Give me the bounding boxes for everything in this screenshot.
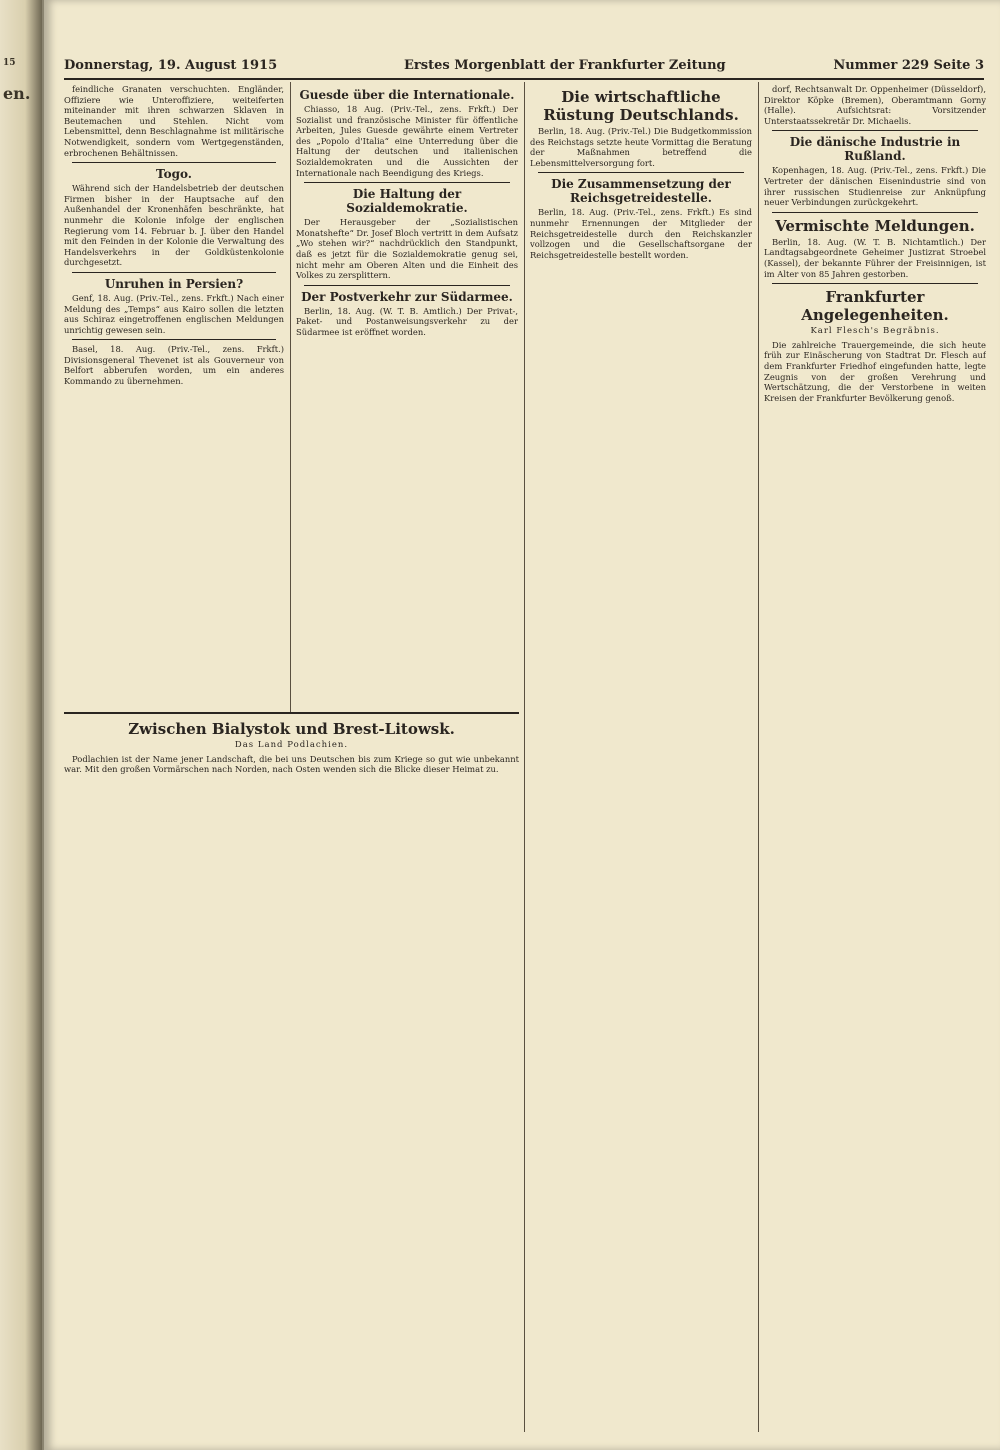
divider (538, 172, 744, 173)
suedarmee-text: Berlin, 18. Aug. (W. T. B. Amtlich.) Der Privat-, Paket- und Postanweisungsverkehr zu der Südarmee ist eröffnet worden. (296, 305, 518, 337)
column-1 (64, 84, 284, 804)
column-3 (530, 84, 752, 1434)
wirtschaft-text: Berlin, 18. Aug. (Priv.-Tel.) Die Budgetkommission des Reichstags setzte heute Vormittag die Beratung der Maßnahmen betreffend die Lebensmittelversorgung fort. (530, 126, 752, 168)
newspaper-page (44, 0, 1000, 1450)
heading-wirtschaft: Die wirtschaftliche Rüstung Deutschlands. (543, 88, 739, 124)
page-number: Nummer 229 Seite 3 (833, 58, 984, 73)
togo-text: Während sich der Handelsbetrieb der deutschen Firmen bisher in der Hauptsache auf den Außenhandel der Kronenhäfen beschränkte, hat nunmehr die Kolonie infolge der englischen Regierung vom 14. Februar b. J. über den Handel mit den Feinden in der Kolonie die Verwaltung des Handelsverkehrs in der Goldküstenkolonie durchgesetzt. (64, 183, 284, 268)
issue-date: Donnerstag, 19. August 1915 (64, 58, 278, 73)
column-2 (296, 84, 518, 704)
heading-togo: Togo. (156, 167, 192, 182)
divider (772, 130, 978, 131)
column-4-intro: dorf, Rechtsanwalt Dr. Oppenheimer (Düsseldorf), Direktor Köpke (Bremen), Oberamtmann Gorny (Halle). Aufsichtsrat: Vorsitzender Unterstaatssekretär Dr. Michaelis. (764, 84, 986, 126)
divider (304, 285, 510, 286)
divider (772, 212, 978, 213)
heading-bialystok: Zwischen Bialystok und Brest-Litowsk. (128, 720, 455, 738)
divider (304, 182, 510, 183)
spine-page-number: 15 (3, 58, 16, 68)
adjacent-page-spine (0, 0, 42, 1450)
feuilleton (64, 716, 519, 1436)
column-1-intro: feindliche Granaten verschuchten. Engländer, Offiziere wie Unteroffiziere, weiteiferten miteinander mit ihren schwarzen Sklaven in Beutemachen und Stehlen. Nicht vom Lebensmittel, denn Beschlagnahme ist militärische Notwendigkeit, sondern vom Wertgegenständen, erbrochenen Behältnissen. (64, 84, 284, 158)
heading-sozialdemokratie: Die Haltung der Sozialdemokratie. (346, 187, 468, 216)
heading-vermischte: Vermischte Meldungen. (775, 216, 975, 235)
persien-text: Genf, 18. Aug. (Priv.-Tel., zens. Frkft.) Nach einer Meldung des „Temps“ aus Kairo sollen die letzten aus Schiraz eingetroffenen englischen Meldungen unrichtig gewesen sein. (64, 292, 284, 335)
newspaper-title: Erstes Morgenblatt der Frankfurter Zeitung (404, 58, 726, 73)
vermischte-text: Berlin, 18. Aug. (W. T. B. Nichtamtlich.) Der Landtagsabgeordnete Geheimer Justizrat Stroebel (Kassel), der bekannte Führer der Freisinnigen, ist im Alter von 85 Jahren gestorben. (764, 236, 986, 279)
spine-heading-fragment: en. (3, 88, 31, 99)
masthead (64, 56, 984, 80)
daenische-industrie-text: Kopenhagen, 18. Aug. (Priv.-Tel., zens. Frkft.) Die Vertreter der dänischen Eisenindustrie sind von ihrer russischen Studienreise zur Anknüpfung neuer Verbindungen zurückgekehrt. (764, 165, 986, 208)
subheading-flesch: Karl Flesch's Begräbnis. (810, 326, 940, 337)
feuilleton-text: Podlachien ist der Name jener Landschaft, die bei uns Deutschen bis zum Kriege so gut wie unbekannt war. Mit den großen Vormärschen nach Norden, nach Osten wenden sich die Blicke dieser Heimat zu. (64, 753, 519, 775)
divider (72, 339, 276, 340)
heading-guesde: Guesde über die Internationale. (299, 88, 515, 102)
reichsgetreidestelle-text: Berlin, 18. Aug. (Priv.-Tel., zens. Frkft.) Es sind nunmehr Ernennungen der Mitglieder der Reichsgetreidestelle durch den Reichskanzler vollzogen und die Gesellschaftsorgane der Reichsgetreidestelle bestellt worden. (530, 207, 752, 260)
heading-persien: Unruhen in Persien? (104, 276, 244, 291)
subheading-podlachien: Das Land Podlachien. (234, 740, 349, 750)
sozialdemokratie-text: Der Herausgeber der „Sozialistischen Monatshefte“ Dr. Josef Bloch vertritt in dem Aufsatz „Wo stehen wir?“ nachdrücklich den Standpunkt, daß es jetzt für die Sozialdemokratie genug sei, nicht mehr am Oberen Alten und die Einheit des Volkes zu zersplittern. (296, 217, 518, 281)
divider (72, 162, 276, 163)
guesde-text: Chiasso, 18 Aug. (Priv.-Tel., zens. Frkft.) Der Sozialist und französische Minister für öffentliche Arbeiten, Jules Guesde gewährte einem Vertreter des „Popolo d'Italia“ eine Unterredung über die Haltung der deutschen und italienischen Sozialdemokraten und die Aussichten der Internationale nach Beendigung des Kriegs. (296, 104, 518, 178)
frankfurter-text: Die zahlreiche Trauergemeinde, die sich heute früh zur Einäscherung von Stadtrat Dr. Flesch auf dem Frankfurter Friedhof eingefunden hatte, legte Zeugnis von der großen Verehrung und Wertschätzung, die der Verstorbene in weiten Kreisen der Frankfurter Bevölkerung genoß. (764, 339, 986, 403)
divider (72, 272, 276, 273)
basel-text: Basel, 18. Aug. (Priv.-Tel., zens. Frkft.) Divisionsgeneral Thevenet ist als Gouverneur von Belfort abberufen worden, um ein anderes Kommando zu übernehmen. (64, 344, 284, 387)
heading-suedarmee: Der Postverkehr zur Südarmee. (301, 289, 513, 304)
column-4 (764, 84, 986, 1434)
heading-frankfurter: Frankfurter Angelegenheiten. (801, 288, 949, 325)
feuilleton-rule (64, 712, 519, 714)
column-divider (290, 82, 291, 712)
heading-daenische-industrie: Die dänische Industrie in Rußland. (789, 135, 961, 164)
column-divider (524, 82, 525, 1432)
column-divider (758, 82, 759, 1432)
divider (772, 283, 978, 284)
heading-reichsgetreidestelle: Die Zusammensetzung der Reichsgetreidestelle. (551, 177, 731, 206)
